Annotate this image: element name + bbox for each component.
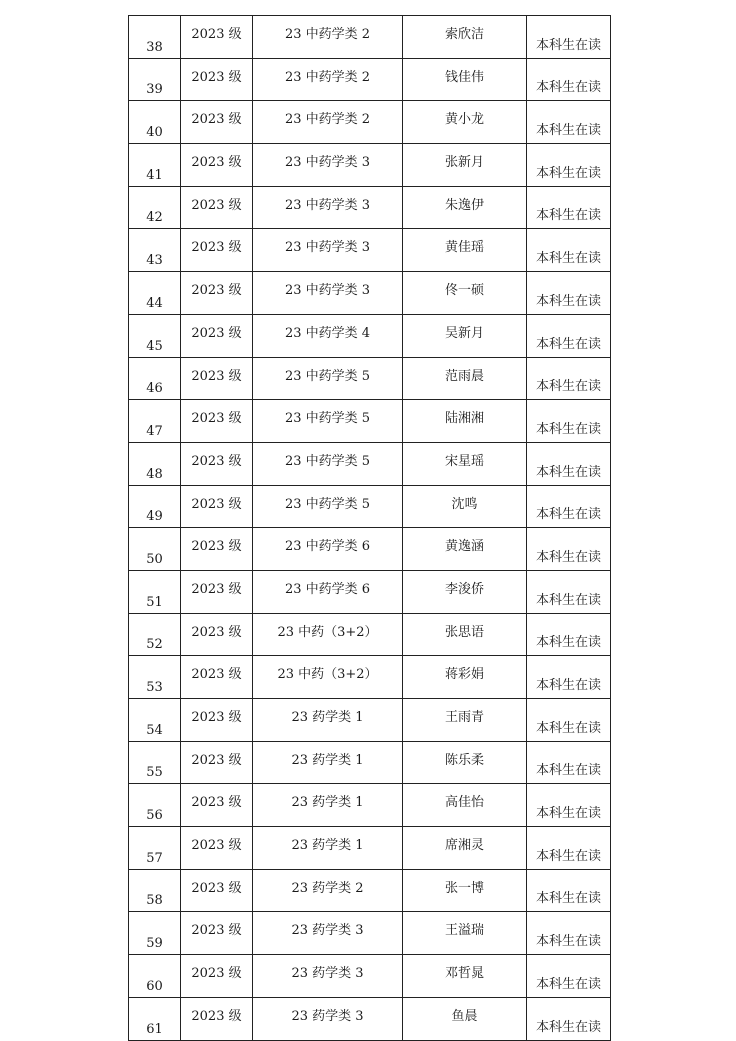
student-name-cell: 张一博 bbox=[403, 869, 527, 912]
row-number-cell: 55 bbox=[129, 741, 181, 784]
table-row bbox=[129, 101, 611, 144]
class-cell: 23 药学类 3 bbox=[253, 912, 403, 955]
grade-cell: 2023 级 bbox=[181, 442, 253, 485]
class-cell: 23 药学类 2 bbox=[253, 869, 403, 912]
status-cell: 本科生在读 bbox=[527, 314, 611, 357]
grade-cell: 2023 级 bbox=[181, 656, 253, 699]
row-number-cell: 49 bbox=[129, 485, 181, 528]
grade-cell: 2023 级 bbox=[181, 613, 253, 656]
table-row bbox=[129, 16, 611, 59]
table-row bbox=[129, 741, 611, 784]
table-row bbox=[129, 784, 611, 827]
table-row bbox=[129, 528, 611, 571]
student-name-cell: 宋星瑶 bbox=[403, 442, 527, 485]
student-name-cell: 黄佳瑶 bbox=[403, 229, 527, 272]
student-name-cell: 吴新月 bbox=[403, 314, 527, 357]
student-name-cell: 陆湘湘 bbox=[403, 400, 527, 443]
student-name-cell: 席湘灵 bbox=[403, 827, 527, 870]
student-name-cell: 佟一硕 bbox=[403, 272, 527, 315]
status-cell: 本科生在读 bbox=[527, 997, 611, 1040]
student-name-cell: 黄小龙 bbox=[403, 101, 527, 144]
table-row bbox=[129, 442, 611, 485]
status-cell: 本科生在读 bbox=[527, 784, 611, 827]
grade-cell: 2023 级 bbox=[181, 357, 253, 400]
status-cell: 本科生在读 bbox=[527, 613, 611, 656]
student-name-cell: 李浚侨 bbox=[403, 570, 527, 613]
grade-cell: 2023 级 bbox=[181, 16, 253, 59]
grade-cell: 2023 级 bbox=[181, 528, 253, 571]
grade-cell: 2023 级 bbox=[181, 314, 253, 357]
status-cell: 本科生在读 bbox=[527, 570, 611, 613]
status-cell: 本科生在读 bbox=[527, 869, 611, 912]
grade-cell: 2023 级 bbox=[181, 186, 253, 229]
grade-cell: 2023 级 bbox=[181, 741, 253, 784]
status-cell: 本科生在读 bbox=[527, 827, 611, 870]
class-cell: 23 中药学类 5 bbox=[253, 442, 403, 485]
status-cell: 本科生在读 bbox=[527, 58, 611, 101]
status-cell: 本科生在读 bbox=[527, 442, 611, 485]
class-cell: 23 中药学类 3 bbox=[253, 186, 403, 229]
table-row bbox=[129, 186, 611, 229]
class-cell: 23 中药学类 3 bbox=[253, 272, 403, 315]
student-name-cell: 王溢瑞 bbox=[403, 912, 527, 955]
grade-cell: 2023 级 bbox=[181, 400, 253, 443]
grade-cell: 2023 级 bbox=[181, 101, 253, 144]
class-cell: 23 中药（3+2） bbox=[253, 613, 403, 656]
class-cell: 23 中药学类 4 bbox=[253, 314, 403, 357]
row-number-cell: 53 bbox=[129, 656, 181, 699]
grade-cell: 2023 级 bbox=[181, 997, 253, 1040]
table-row bbox=[129, 912, 611, 955]
grade-cell: 2023 级 bbox=[181, 272, 253, 315]
class-cell: 23 中药学类 2 bbox=[253, 101, 403, 144]
table-row bbox=[129, 229, 611, 272]
class-cell: 23 药学类 1 bbox=[253, 699, 403, 742]
row-number-cell: 52 bbox=[129, 613, 181, 656]
row-number-cell: 41 bbox=[129, 144, 181, 187]
grade-cell: 2023 级 bbox=[181, 485, 253, 528]
student-roster-table bbox=[128, 15, 611, 1041]
student-name-cell: 黄逸涵 bbox=[403, 528, 527, 571]
class-cell: 23 中药学类 6 bbox=[253, 570, 403, 613]
status-cell: 本科生在读 bbox=[527, 741, 611, 784]
table-row bbox=[129, 869, 611, 912]
class-cell: 23 药学类 1 bbox=[253, 827, 403, 870]
grade-cell: 2023 级 bbox=[181, 869, 253, 912]
row-number-cell: 45 bbox=[129, 314, 181, 357]
table-row bbox=[129, 613, 611, 656]
table-row bbox=[129, 485, 611, 528]
table-row bbox=[129, 144, 611, 187]
status-cell: 本科生在读 bbox=[527, 229, 611, 272]
status-cell: 本科生在读 bbox=[527, 186, 611, 229]
row-number-cell: 38 bbox=[129, 16, 181, 59]
grade-cell: 2023 级 bbox=[181, 955, 253, 998]
table-row bbox=[129, 314, 611, 357]
status-cell: 本科生在读 bbox=[527, 400, 611, 443]
student-name-cell: 高佳怡 bbox=[403, 784, 527, 827]
grade-cell: 2023 级 bbox=[181, 699, 253, 742]
status-cell: 本科生在读 bbox=[527, 656, 611, 699]
grade-cell: 2023 级 bbox=[181, 229, 253, 272]
student-name-cell: 邓哲晁 bbox=[403, 955, 527, 998]
class-cell: 23 药学类 1 bbox=[253, 784, 403, 827]
row-number-cell: 56 bbox=[129, 784, 181, 827]
student-name-cell: 张思语 bbox=[403, 613, 527, 656]
class-cell: 23 中药学类 6 bbox=[253, 528, 403, 571]
student-name-cell: 沈鸣 bbox=[403, 485, 527, 528]
class-cell: 23 中药学类 5 bbox=[253, 357, 403, 400]
table-row bbox=[129, 699, 611, 742]
student-name-cell: 范雨晨 bbox=[403, 357, 527, 400]
class-cell: 23 中药学类 5 bbox=[253, 485, 403, 528]
row-number-cell: 47 bbox=[129, 400, 181, 443]
grade-cell: 2023 级 bbox=[181, 912, 253, 955]
class-cell: 23 中药学类 3 bbox=[253, 229, 403, 272]
table-row bbox=[129, 827, 611, 870]
status-cell: 本科生在读 bbox=[527, 272, 611, 315]
grade-cell: 2023 级 bbox=[181, 144, 253, 187]
row-number-cell: 46 bbox=[129, 357, 181, 400]
status-cell: 本科生在读 bbox=[527, 101, 611, 144]
table-row bbox=[129, 400, 611, 443]
status-cell: 本科生在读 bbox=[527, 357, 611, 400]
status-cell: 本科生在读 bbox=[527, 955, 611, 998]
status-cell: 本科生在读 bbox=[527, 699, 611, 742]
table-row bbox=[129, 656, 611, 699]
grade-cell: 2023 级 bbox=[181, 58, 253, 101]
status-cell: 本科生在读 bbox=[527, 16, 611, 59]
student-name-cell: 张新月 bbox=[403, 144, 527, 187]
row-number-cell: 54 bbox=[129, 699, 181, 742]
student-name-cell: 蒋彩娟 bbox=[403, 656, 527, 699]
row-number-cell: 58 bbox=[129, 869, 181, 912]
class-cell: 23 药学类 3 bbox=[253, 955, 403, 998]
status-cell: 本科生在读 bbox=[527, 528, 611, 571]
status-cell: 本科生在读 bbox=[527, 144, 611, 187]
class-cell: 23 中药学类 2 bbox=[253, 16, 403, 59]
table-row bbox=[129, 955, 611, 998]
grade-cell: 2023 级 bbox=[181, 784, 253, 827]
class-cell: 23 药学类 1 bbox=[253, 741, 403, 784]
status-cell: 本科生在读 bbox=[527, 912, 611, 955]
row-number-cell: 59 bbox=[129, 912, 181, 955]
student-name-cell: 陈乐柔 bbox=[403, 741, 527, 784]
row-number-cell: 43 bbox=[129, 229, 181, 272]
class-cell: 23 药学类 3 bbox=[253, 997, 403, 1040]
student-name-cell: 鱼晨 bbox=[403, 997, 527, 1040]
row-number-cell: 51 bbox=[129, 570, 181, 613]
grade-cell: 2023 级 bbox=[181, 827, 253, 870]
student-name-cell: 钱佳伟 bbox=[403, 58, 527, 101]
row-number-cell: 48 bbox=[129, 442, 181, 485]
status-cell: 本科生在读 bbox=[527, 485, 611, 528]
row-number-cell: 44 bbox=[129, 272, 181, 315]
class-cell: 23 中药学类 2 bbox=[253, 58, 403, 101]
row-number-cell: 39 bbox=[129, 58, 181, 101]
student-name-cell: 朱逸伊 bbox=[403, 186, 527, 229]
table-row bbox=[129, 997, 611, 1040]
roster-body bbox=[129, 16, 611, 1041]
row-number-cell: 61 bbox=[129, 997, 181, 1040]
row-number-cell: 40 bbox=[129, 101, 181, 144]
row-number-cell: 57 bbox=[129, 827, 181, 870]
class-cell: 23 中药（3+2） bbox=[253, 656, 403, 699]
class-cell: 23 中药学类 5 bbox=[253, 400, 403, 443]
table-row bbox=[129, 570, 611, 613]
table-row bbox=[129, 58, 611, 101]
row-number-cell: 42 bbox=[129, 186, 181, 229]
table-row bbox=[129, 357, 611, 400]
student-name-cell: 王雨青 bbox=[403, 699, 527, 742]
table-row bbox=[129, 272, 611, 315]
class-cell: 23 中药学类 3 bbox=[253, 144, 403, 187]
grade-cell: 2023 级 bbox=[181, 570, 253, 613]
student-name-cell: 索欣洁 bbox=[403, 16, 527, 59]
row-number-cell: 60 bbox=[129, 955, 181, 998]
row-number-cell: 50 bbox=[129, 528, 181, 571]
